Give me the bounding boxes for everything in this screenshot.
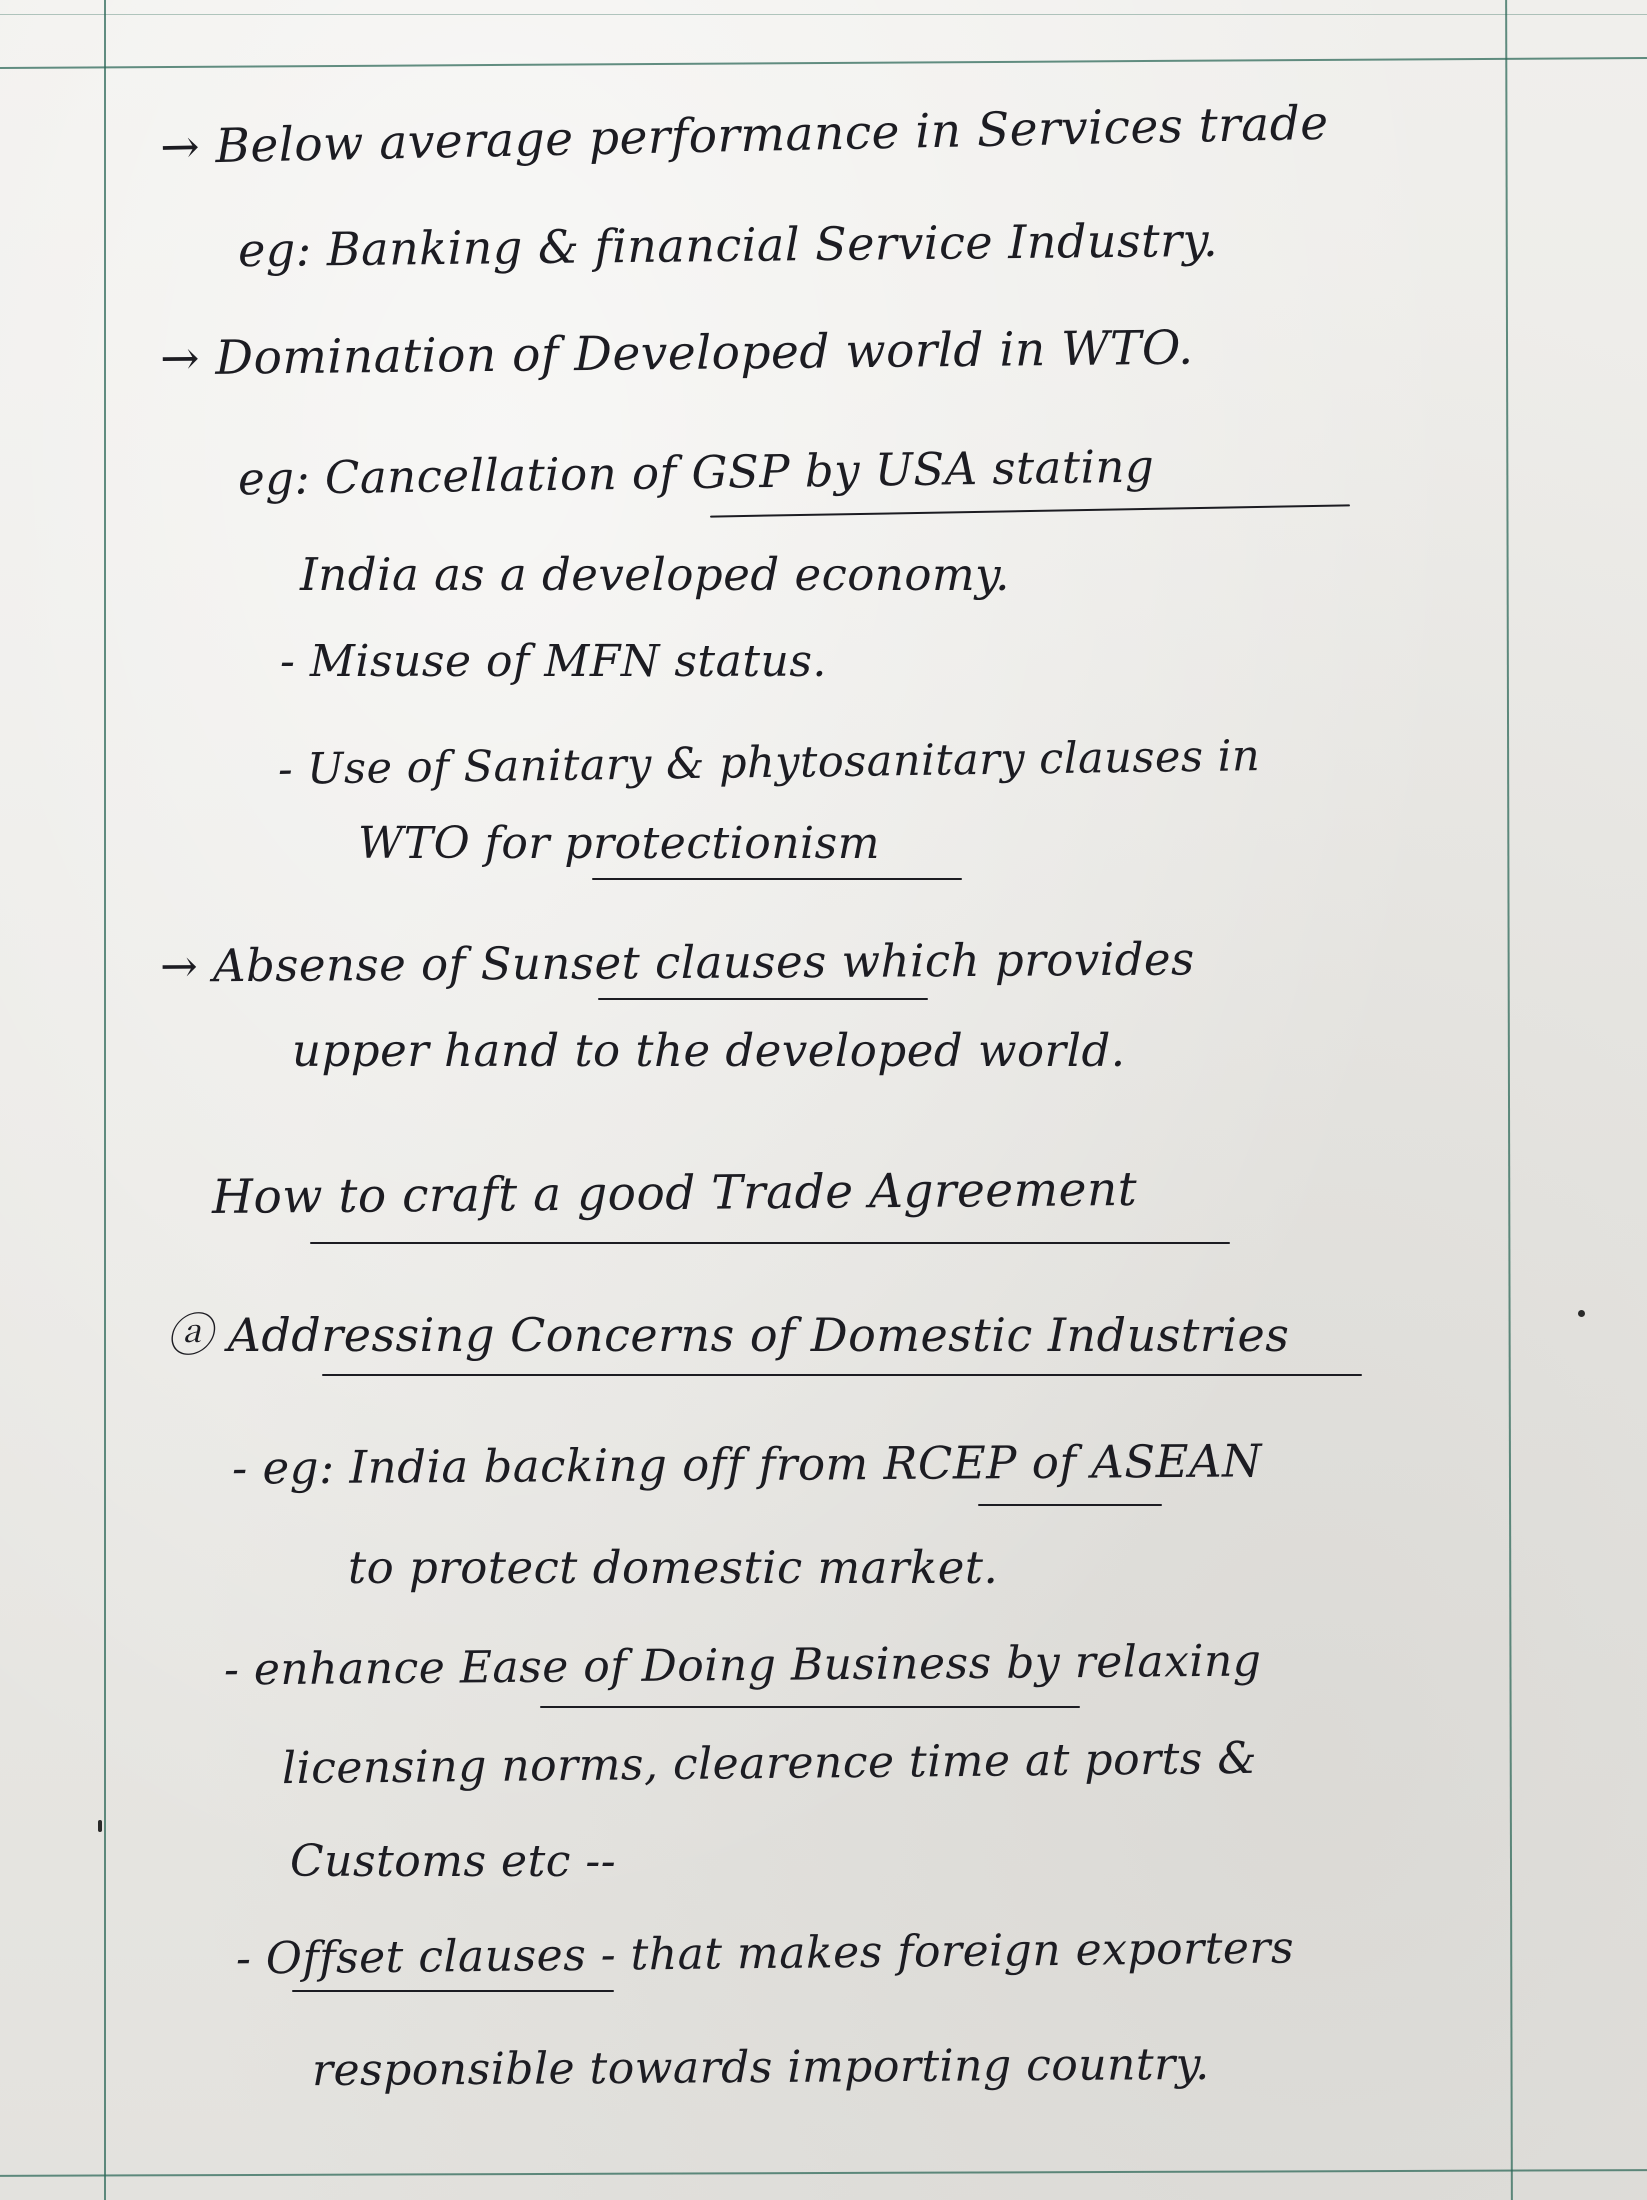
note-line-16: licensing norms, clearence time at ports &	[281, 1732, 1258, 1795]
underline-gsp	[710, 504, 1350, 517]
note-line-14: to protect domestic market.	[348, 1541, 999, 1594]
note-line-18: - Offset clauses - that makes foreign exporters	[235, 1922, 1295, 1985]
note-line-9: → Absense of Sunset clauses which provides	[159, 932, 1195, 993]
note-line-15: - enhance Ease of Doing Business by relaxing	[223, 1635, 1262, 1696]
bottom-margin-rule	[0, 2169, 1647, 2177]
right-margin-rule	[1505, 0, 1513, 2200]
note-line-8: WTO for protectionism	[358, 818, 880, 869]
note-line-2: eg: Banking & financial Service Industry.	[237, 212, 1219, 278]
top-margin-rule	[0, 57, 1647, 69]
page-edge-mark	[98, 1820, 102, 1832]
underline-addressing	[322, 1374, 1362, 1376]
note-line-7: - Use of Sanitary & phytosanitary clauses in	[277, 731, 1261, 795]
note-line-13: - eg: India backing off from RCEP of ASEAN	[231, 1434, 1263, 1495]
note-line-17: Customs etc --	[290, 1836, 617, 1887]
section-heading: How to craft a good Trade Agreement	[211, 1161, 1138, 1226]
note-line-12: ⓐ Addressing Concerns of Domestic Industries	[166, 1308, 1290, 1362]
underline-rcep	[978, 1504, 1162, 1506]
top-edge-rule	[0, 14, 1647, 15]
note-line-1: → Below average performance in Services trade	[159, 95, 1330, 176]
note-line-4: eg: Cancellation of GSP by USA stating	[237, 439, 1155, 506]
note-line-5: India as a developed economy.	[300, 548, 1010, 601]
heading-underline	[310, 1242, 1230, 1244]
underline-sunset-clauses	[598, 998, 928, 1000]
underline-ease-of-doing-business	[540, 1706, 1080, 1708]
ink-dot	[1578, 1310, 1585, 1317]
note-line-19: responsible towards importing country.	[311, 2038, 1210, 2097]
note-line-3: → Domination of Developed world in WTO.	[159, 320, 1194, 387]
left-margin-rule	[104, 0, 106, 2200]
underline-protectionism	[592, 878, 962, 880]
note-line-6: - Misuse of MFN status.	[280, 636, 827, 687]
underline-offset-clauses	[292, 1990, 614, 1992]
note-line-10: upper hand to the developed world.	[292, 1024, 1126, 1077]
